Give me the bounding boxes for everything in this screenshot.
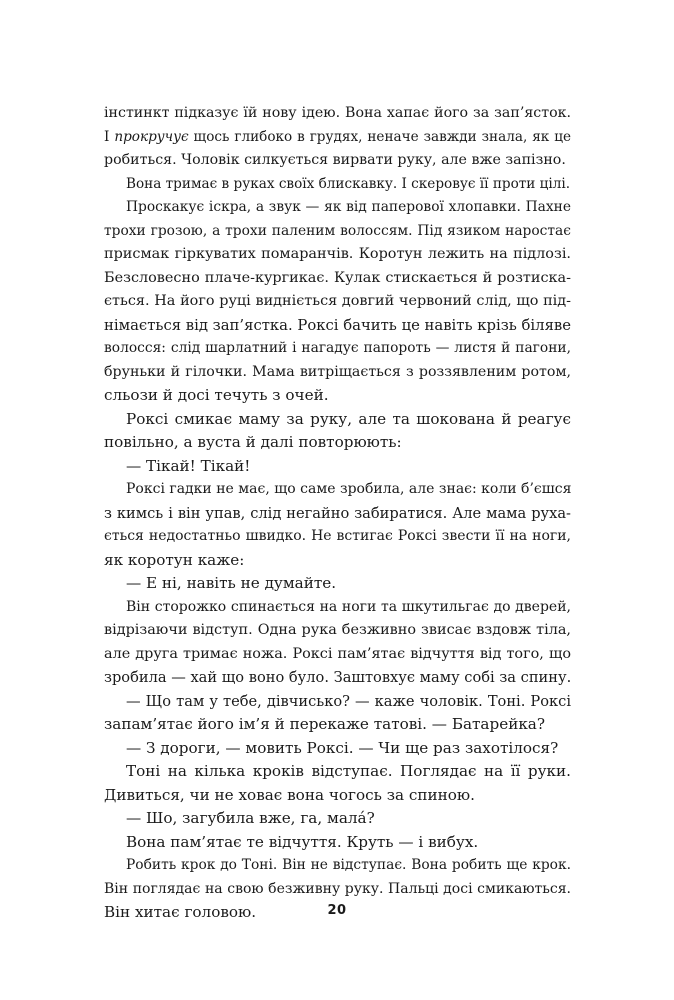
text-line: відрізаючи відступ. Одна рука безживно звисає вздовж тіла,	[104, 622, 571, 638]
text-line: Він сторожко спинається на ноги та шкутильгає до дверей,	[126, 598, 571, 615]
text-line: Тоні на кілька кроків відступає. Поглядає на її руки.	[126, 762, 571, 780]
text-line: інстинкт підказує їй нову ідею. Вона хапає його за зап’ясток.	[104, 105, 571, 121]
text-line: — Що там у тебе, дівчисько? — каже чоловік. Тоні. Роксі	[126, 692, 571, 710]
page-number: 20	[327, 903, 347, 918]
text-line: Дивиться, чи не ховає вона чогось за спиною.	[104, 785, 475, 804]
text-line: робиться. Чоловік силкується вирвати руку, але вже запізно.	[104, 152, 566, 168]
text-line: — Е ні, навіть не думайте.	[126, 574, 337, 592]
body-text	[104, 102, 571, 925]
text-line: — Тікай! Тікай!	[126, 456, 251, 475]
text-line: сльози й досі течуть з очей.	[104, 386, 329, 404]
text-line: Вона тримає в руках своїх блискавку. І скеровує її проти цілі.	[126, 175, 571, 192]
text-line: запам’ятає його ім’я й перекаже татові. — Батарейка?	[104, 715, 546, 733]
text-line: зробила — хай що воно було. Заштовхує маму собі за спину.	[104, 669, 572, 686]
text-line: Проскакує іскра, а звук — як від паперової хлопавки. Пахне	[126, 199, 571, 215]
text-line: ється. На його руці видніється довгий червоний слід, що під-	[104, 293, 571, 309]
text-line: але друга тримає ножа. Роксі пам’ятає відчуття від того, що	[104, 645, 571, 662]
text-line: Роксі смикає маму за руку, але та шокована й реагує	[126, 409, 571, 428]
text-line: Він поглядає на свою безживну руку. Пальці досі смикаються.	[104, 880, 571, 897]
text-line: Роксі гадки не має, що саме зробила, але знає: коли б’єшся	[126, 481, 572, 497]
text-line: німається від зап’ястка. Роксі бачить це навіть крізь біляве	[104, 316, 571, 334]
text-line: І прокручує щось глибоко в грудях, неначе завжди знала, як це	[104, 128, 571, 145]
text-line: Вона пам’ятає те відчуття. Круть — і вибух.	[126, 832, 479, 851]
text-line: волосся: слід шарлатний і нагадує папороть — листя й пагони,	[104, 340, 571, 356]
text-line: присмак гіркуватих помаранчів. Коротун лежить на підлозі.	[104, 246, 571, 262]
text-line: Безсловесно плаче-кургикає. Кулак стискається й розтиска-	[104, 269, 571, 286]
text-line: Робить крок до Тоні. Він не відступає. Вона робить ще крок.	[126, 857, 571, 873]
text-line: ється недостатньо швидко. Не встигає Роксі звести її на ноги,	[104, 528, 571, 544]
text-line: трохи грозою, а трохи паленим волоссям. Під язиком наростає	[104, 222, 571, 239]
emphasis: прокручує	[114, 128, 189, 145]
text-line: — Шо, загубила вже, га, мала́?	[126, 809, 375, 827]
text-line: — З дороги, — мовить Роксі. — Чи ще раз захотілося?	[126, 738, 559, 757]
text-line: Він хитає головою.	[104, 903, 257, 921]
text-line: повільно, а вуста й далі повторюють:	[104, 433, 402, 451]
text-line: з кимсь і він упав, слід негайно забиратися. Але мама руха-	[104, 504, 571, 522]
text-line: бруньки й гілочки. Мама витріщається з роззявленим ротом,	[104, 363, 571, 380]
text-line: як коротун каже:	[104, 550, 245, 569]
